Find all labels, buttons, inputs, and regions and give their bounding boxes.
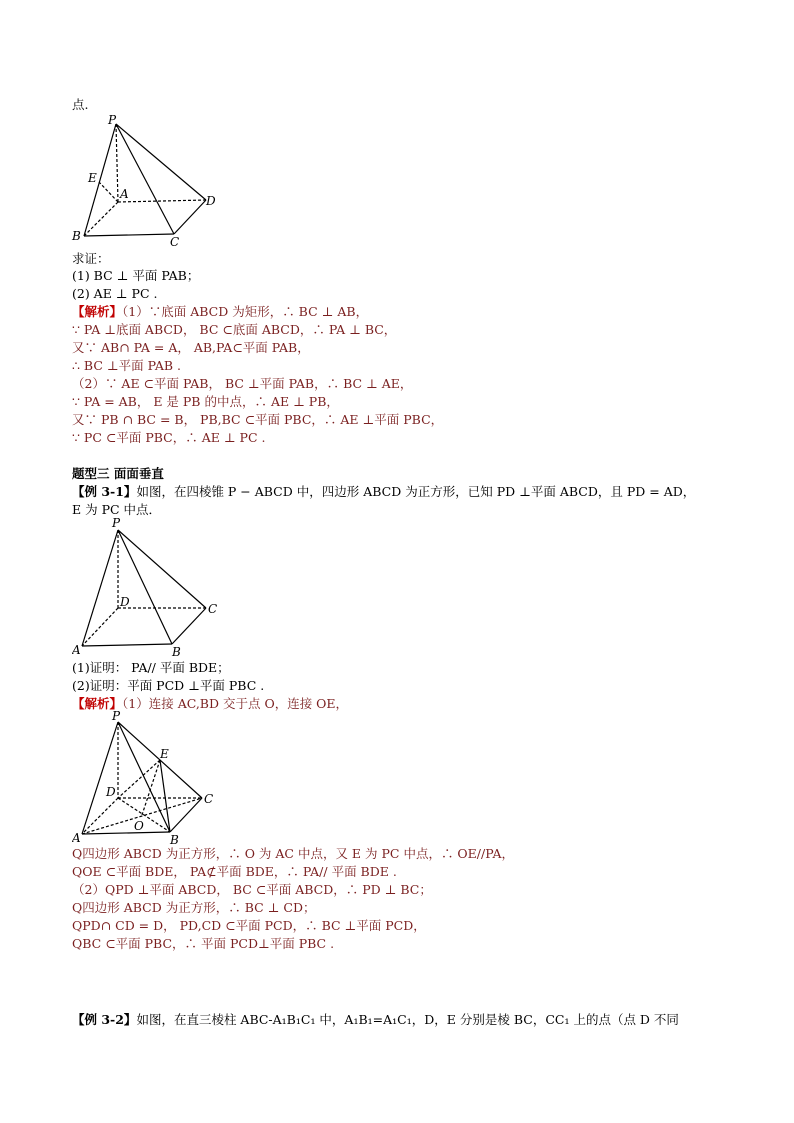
- solution31-line4: （2）QPD ⊥平面 ABCD， BC ⊂平面 ABCD，∴ PD ⊥ BC；: [72, 882, 432, 897]
- solution31-line7: QBC ⊂平面 PBC，∴ 平面 PCD⊥平面 PBC .: [72, 936, 335, 951]
- fig2-label-a: A: [72, 643, 81, 656]
- example-3-1-question-2: (2)证明：平面 PCD ⊥平面 PBC .: [72, 678, 265, 693]
- prove-item-1: (1) BC ⊥ 平面 PAB；: [72, 268, 200, 283]
- figure-pyramid-3: [72, 710, 232, 846]
- solution1-line7: 又∵ PB ∩ BC = B， PB,BC ⊂平面 PBC，∴ AE ⊥平面 PBC，: [72, 412, 444, 427]
- solution31-line1: 【解析】（1）连接 AC,BD 交于点 O，连接 OE，: [72, 696, 349, 711]
- fig3-label-d: D: [106, 785, 116, 799]
- solution31-line3: QOE ⊂平面 BDE， PA⊄平面 BDE，∴ PA// 平面 BDE .: [72, 864, 397, 879]
- figure-pyramid-1: [70, 110, 230, 250]
- solution1-tag: 【解析】: [72, 304, 123, 319]
- example-3-1-line1: 【例 3-1】如图，在四棱锥 P − ABCD 中，四边形 ABCD 为正方形，已知 PD ⊥平面 ABCD，且 PD = AD，: [72, 484, 696, 499]
- solution1-line5: （2）∵ AE ⊂平面 PAB， BC ⊥平面 PAB，∴ BC ⊥ AE，: [72, 376, 413, 391]
- solution31-tag: 【解析】: [72, 696, 123, 711]
- prove-heading: 求证：: [72, 251, 110, 266]
- fig1-label-p: P: [108, 113, 117, 127]
- fig1-label-c: C: [170, 235, 180, 249]
- example-3-1-tag: 【例 3-1】: [72, 484, 137, 499]
- fig3-label-o: O: [134, 819, 144, 833]
- fig2-label-p: P: [112, 516, 121, 530]
- solution1-line3: 又∵ AB∩ PA = A， AB,PA⊂平面 PAB，: [72, 340, 310, 355]
- fig2-label-d: D: [120, 595, 130, 609]
- fig1-label-d: D: [206, 194, 216, 208]
- fig2-label-c: C: [208, 602, 218, 616]
- solution1-line8: ∵ PC ⊂平面 PBC，∴ AE ⊥ PC .: [72, 430, 266, 445]
- figure-pyramid-2: [72, 516, 232, 656]
- example-3-2-tag: 【例 3-2】: [72, 1012, 137, 1027]
- solution1-line4: ∴ BC ⊥平面 PAB .: [72, 358, 182, 373]
- example-3-1-line2: E 为 PC 中点．: [72, 502, 162, 517]
- solution31-line5: Q四边形 ABCD 为正方形，∴ BC ⊥ CD；: [72, 900, 316, 915]
- intro-tail: 点.: [72, 97, 89, 112]
- solution31-line2: Q四边形 ABCD 为正方形，∴ O 为 AC 中点，又 E 为 PC 中点，∴ OE//PA，: [72, 846, 515, 861]
- fig3-label-e: E: [160, 747, 169, 761]
- fig3-label-b: B: [170, 833, 179, 846]
- solution1-line6: ∵ PA = AB， E 是 PB 的中点，∴ AE ⊥ PB，: [72, 394, 339, 409]
- prove-item-2: (2) AE ⊥ PC .: [72, 286, 158, 301]
- fig2-label-b: B: [172, 645, 181, 656]
- fig1-label-a: A: [120, 187, 129, 201]
- example-3-2-line1: 【例 3-2】如图，在直三棱柱 ABC-A₁B₁C₁ 中，A₁B₁=A₁C₁，D，E 分别是棱 BC，CC₁ 上的点（点 D 不同: [72, 1012, 679, 1027]
- solution31-line6: QPD∩ CD = D， PD,CD ⊂平面 PCD，∴ BC ⊥平面 PCD，: [72, 918, 426, 933]
- fig1-label-b: B: [72, 229, 81, 243]
- fig3-label-a: A: [72, 831, 81, 845]
- section-heading: 题型三 面面垂直: [72, 466, 164, 481]
- solution1-line2: ∵ PA ⊥底面 ABCD， BC ⊂底面 ABCD，∴ PA ⊥ BC，: [72, 322, 397, 337]
- example-3-1-question-1: (1)证明： PA// 平面 BDE；: [72, 660, 230, 675]
- fig1-label-e: E: [88, 171, 97, 185]
- fig3-label-c: C: [204, 792, 214, 806]
- solution1-line1: 【解析】（1）∵底面 ABCD 为矩形，∴ BC ⊥ AB，: [72, 304, 369, 319]
- fig3-label-p: P: [112, 710, 121, 723]
